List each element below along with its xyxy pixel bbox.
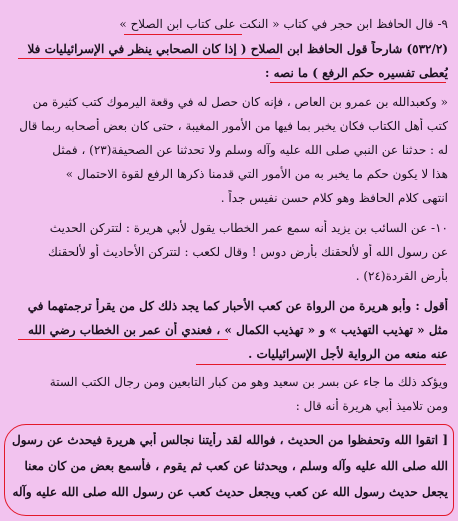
text-line-17: [ اتقوا الله وتحفظوا من الحديث ، فوالله لقد رأيتنا نجالس أبي هريرة فيحدث عن رسول [12,433,448,447]
text-line-8: انتهى كلام الحافظ وهو كلام حسن نفيس جداً . [220,191,448,205]
red-underline [196,364,446,365]
text-line-5: كتب أهل الكتاب فكان يخبر بما فيها من الأمور المغيبة ، حتى كان بعض أصحابه ربما قال [19,119,448,133]
text-line-13: مثل « تهذيب التهذيب » و « تهذيب الكمال » ، فعندي أن عمر بن الخطاب رضي الله [28,323,448,337]
text-line-2: (٥٣٢/٢) شارحاً قول الحافظ ابن الصلاح ( إذا كان الصحابي ينظر في الإسرائيليات فلا [27,42,448,56]
text-line-10: عن رسول الله أو لألحقنك بأرض دوس ! وقال لكعب : لتتركن الأحاديث أو لألحقنك [47,245,448,259]
text-line-1: ٩- قال الحافظ ابن حجر في كتاب « النكت على كتاب ابن الصلاح » [119,17,448,31]
text-line-16: ومن تلاميذ أبي هريرة أنه قال : [295,399,448,413]
text-line-6: له : حدثنا عن النبي صلى الله عليه وآله وسلم ولا تحدثنا عن الصحيفة(٢٣) ، فمثل [52,143,448,157]
red-underline [270,82,446,83]
text-line-19: يجعل حديث رسول الله عن كعب ويجعل حديث كعب عن رسول الله صلى الله عليه وآله [12,485,448,499]
text-line-9: ١٠- عن السائب بن يزيد أنه سمع عمر الخطاب يقول لأبي هريرة : لتتركن الحديث [49,221,448,235]
text-line-4: « وكعبدالله بن عمرو بن العاص ، فإنه كان حصل له في وقعة اليرموك كتب كثيرة من [32,95,448,109]
red-underline [18,339,228,340]
red-underline [124,34,242,35]
text-line-11: بأرض القردة(٢٤) . [355,269,448,283]
text-line-14: عنه منعه من الرواية لأجل الإسرائيليات . [248,347,448,361]
text-line-18: الله صلى الله عليه وآله وسلم ، ويحدثنا عن كعب ثم يقوم ، فأسمع بعض من كان معنا [24,459,448,473]
text-line-7: هذا لا يكون حكم ما يخبر به من الأمور التي قدمنا ذكرها الرفع لقوة الاحتمال » [65,167,448,181]
text-line-3: يُعطى تفسيره حكم الرفع ) ما نصه : [265,66,448,80]
text-line-15: ويؤكد ذلك ما جاء عن بسر بن سعيد وهو من كبار التابعين ومن رجال الكتب الستة [49,375,448,389]
text-line-12: أقول : وأبو هريرة من الرواة عن كعب الأحبار كما يجد ذلك كل من يقرأ ترجمتهما في [27,299,448,313]
red-underline [18,58,280,59]
